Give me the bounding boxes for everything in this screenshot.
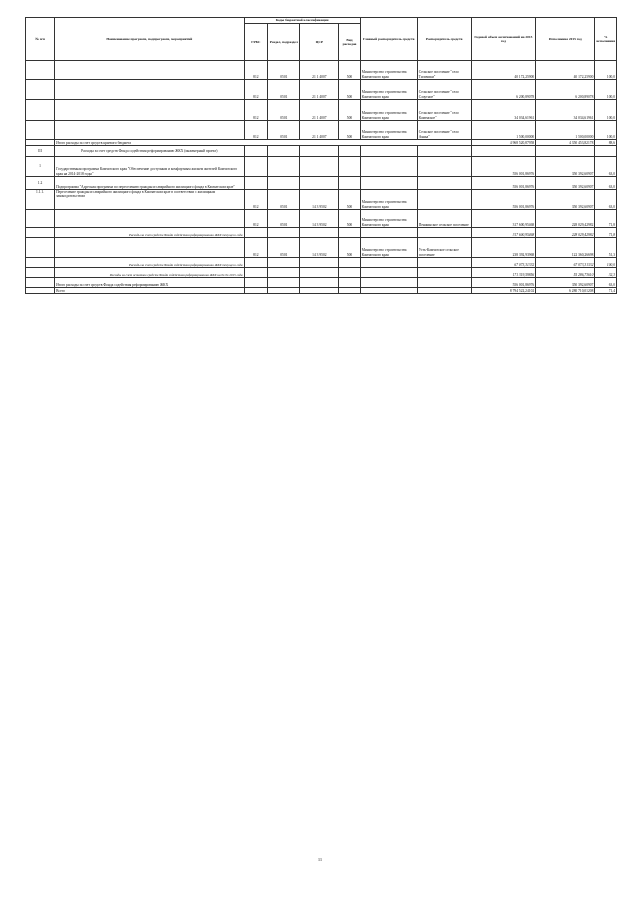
row-vr: 500 xyxy=(339,210,361,228)
budget-execution-table xyxy=(25,17,617,294)
program-label: Государственная программа Камчатского края "Обеспечение доступным и комфортным жильем жителей Камчатского края на 2014-2018 годы" xyxy=(55,157,244,177)
row-csr: 21 1 4007 xyxy=(300,61,339,80)
row-pct: 100,0 xyxy=(595,61,617,80)
row-manager: Сельское поселение "село Каменское" xyxy=(417,100,471,121)
row-main-manager: Министерство строительства Камчатского края xyxy=(360,121,417,140)
table-header xyxy=(26,18,617,61)
row-pct: 51,3 xyxy=(595,238,617,258)
program-pct: 63,0 xyxy=(595,157,617,177)
row-grbs: 812 xyxy=(244,61,268,80)
measure-row xyxy=(26,190,617,210)
note-annual: 67 073,31332 xyxy=(471,258,536,268)
note-pct: 32,3 xyxy=(595,268,617,278)
header-grbs: ГРБС xyxy=(244,24,268,61)
total-fund-pct: 63,0 xyxy=(595,278,617,288)
table-row xyxy=(26,61,617,80)
row-csr: 21 1 4007 xyxy=(300,121,339,140)
row-exec: 34 034,61961 xyxy=(536,100,595,121)
measure-main-manager: Министерство строительства Камчатского края xyxy=(360,190,417,210)
note-pct: 100,0 xyxy=(595,258,617,268)
row-name xyxy=(55,61,244,80)
program-row xyxy=(26,157,617,177)
row-annual: 317 600,95468 xyxy=(471,210,536,228)
page-number: 11 xyxy=(317,857,323,862)
note-row xyxy=(26,258,617,268)
total-regional-annual: 4 968 520,87958 xyxy=(471,140,536,146)
subprogram-pct: 63,0 xyxy=(595,177,617,190)
header-num: № п/п xyxy=(26,18,55,61)
row-pct: 100,0 xyxy=(595,80,617,100)
row-grbs: 812 xyxy=(244,238,268,258)
row-num xyxy=(26,121,55,140)
row-main-manager: Министерство строительства Камчатского края xyxy=(360,210,417,228)
header-vr: Вид расходов xyxy=(339,24,361,61)
note-annual: 317 600,95468 xyxy=(471,228,536,238)
measure-vr: 500 xyxy=(339,190,361,210)
note-exec: 67 073,31332 xyxy=(536,258,595,268)
row-exec: 1 500,00000 xyxy=(536,121,595,140)
total-fund-row xyxy=(26,278,617,288)
measure-grbs: 812 xyxy=(244,190,268,210)
subprogram-annual: 556 001,86976 xyxy=(471,177,536,190)
section-label: Расходы за счет средств Фонда содействия реформированию ЖКХ (инженерный проект) xyxy=(55,146,244,157)
measure-exec: 350 392,60907 xyxy=(536,190,595,210)
row-exec: 122 360,26698 xyxy=(536,238,595,258)
section-row xyxy=(26,146,617,157)
program-num: 1 xyxy=(26,157,55,177)
row-vr: 500 xyxy=(339,80,361,100)
row-pct: 100,0 xyxy=(595,100,617,121)
row-name xyxy=(55,80,244,100)
row-razdel: 0501 xyxy=(268,238,300,258)
row-main-manager: Министерство строительства Камчатского края xyxy=(360,80,417,100)
row-main-manager: Министерство строительства Камчатского края xyxy=(360,238,417,258)
row-annual: 6 200,89078 xyxy=(471,80,536,100)
row-exec: 6 200,89078 xyxy=(536,80,595,100)
row-manager: Сельское поселение "село Аянка" xyxy=(417,121,471,140)
row-manager: Пенжинское сельское поселение xyxy=(417,210,471,228)
row-razdel: 0501 xyxy=(268,80,300,100)
section-num: III xyxy=(26,146,55,157)
grand-total-row xyxy=(26,288,617,294)
row-num xyxy=(26,80,55,100)
total-regional-label: Итого расходы за счет средств краевого бюджета xyxy=(55,140,472,146)
subprogram-row xyxy=(26,177,617,190)
grand-total-exec: 6 280 710,01208 xyxy=(536,288,595,294)
table-row xyxy=(26,80,617,100)
row-annual: 238 392,93968 xyxy=(471,238,536,258)
row-razdel: 0501 xyxy=(268,121,300,140)
header-razdel: Раздел, подраздел xyxy=(268,24,300,61)
grand-total-annual: 8 794 522,24102 xyxy=(471,288,536,294)
note-row xyxy=(26,268,617,278)
subprogram-label: Подпрограмма "Адресная программа по переселению граждан из аварийного жилищного фонда в Камчатском крае" xyxy=(55,177,244,190)
row-csr: 21 1 4007 xyxy=(300,100,339,121)
total-fund-annual: 556 001,86976 xyxy=(471,278,536,288)
table-row xyxy=(26,238,617,258)
row-annual: 34 034,61961 xyxy=(471,100,536,121)
total-fund-exec: 350 392,60907 xyxy=(536,278,595,288)
grand-total-label: Всего xyxy=(55,288,244,294)
row-annual: 1 500,00000 xyxy=(471,121,536,140)
note-label: Расходы за счет средств Фонда содействия реформированию ЖКХ текущего года xyxy=(55,228,244,238)
row-main-manager: Министерство строительства Камчатского края xyxy=(360,61,417,80)
row-annual: 40 172,25900 xyxy=(471,61,536,80)
row-csr: 14 3 9502 xyxy=(300,238,339,258)
row-name xyxy=(55,121,244,140)
row-razdel: 0501 xyxy=(268,100,300,121)
total-regional-exec: 4 350 453,82178 xyxy=(536,140,595,146)
note-label: Расходы за счет средств Фонда содействия реформированию ЖКХ текущего года xyxy=(55,258,244,268)
measure-pct: 63,0 xyxy=(595,190,617,210)
table-row xyxy=(26,210,617,228)
row-pct: 100,0 xyxy=(595,121,617,140)
row-csr: 21 1 4007 xyxy=(300,80,339,100)
measure-csr: 14 3 9502 xyxy=(300,190,339,210)
measure-annual: 556 001,86976 xyxy=(471,190,536,210)
row-manager: Усть-Камчатское сельское поселение xyxy=(417,238,471,258)
row-main-manager: Министерство строительства Камчатского края xyxy=(360,100,417,121)
program-annual: 556 001,86976 xyxy=(471,157,536,177)
row-razdel: 0501 xyxy=(268,61,300,80)
row-manager: Сельское поселение "село Тиличики" xyxy=(417,61,471,80)
row-grbs: 812 xyxy=(244,80,268,100)
row-razdel: 0501 xyxy=(268,210,300,228)
note-label: Расходы за счет остатков средств Фонда содействия реформированию ЖКХ на 01.01.2015 года xyxy=(55,268,244,278)
table-row xyxy=(26,100,617,121)
note-annual: 171 319,59856 xyxy=(471,268,536,278)
row-manager: Сельское поселение "село Слаутное" xyxy=(417,80,471,100)
header-name: Наименование программ, подпрограмм, мероприятий xyxy=(55,18,244,61)
note-row xyxy=(26,228,617,238)
row-vr: 500 xyxy=(339,61,361,80)
subprogram-exec: 350 392,60907 xyxy=(536,177,595,190)
header-main-manager: Главный распорядитель средств xyxy=(360,18,417,61)
row-grbs: 812 xyxy=(244,210,268,228)
row-exec: 228 029,42982 xyxy=(536,210,595,228)
row-grbs: 812 xyxy=(244,100,268,121)
row-num xyxy=(26,61,55,80)
row-csr: 14 3 9502 xyxy=(300,210,339,228)
row-vr: 500 xyxy=(339,238,361,258)
header-annual: Годовой объем ассигнований на 2015 год xyxy=(471,18,536,61)
subprogram-num: 1.2 xyxy=(26,177,55,190)
note-exec: 228 029,42982 xyxy=(536,228,595,238)
header-manager: Распорядитель средств xyxy=(417,18,471,61)
row-name xyxy=(55,100,244,121)
header-codes-group: Коды бюджетной классификации xyxy=(244,18,360,24)
row-exec: 40 172,25900 xyxy=(536,61,595,80)
row-vr: 500 xyxy=(339,100,361,121)
header-csr: ЦСР xyxy=(300,24,339,61)
row-vr: 500 xyxy=(339,121,361,140)
note-exec: 55 286,73610 xyxy=(536,268,595,278)
grand-total-pct: 71,4 xyxy=(595,288,617,294)
table-row xyxy=(26,121,617,140)
measure-label: Переселение граждан из аварийного жилищного фонда в Камчатском крае в соответствии с жилищным законодательством xyxy=(55,190,244,210)
measure-razdel: 0501 xyxy=(268,190,300,210)
measure-num: 1.1.1. xyxy=(26,190,55,210)
header-pct: % исполнения xyxy=(595,18,617,61)
program-exec: 350 392,60907 xyxy=(536,157,595,177)
total-regional-pct: 88,6 xyxy=(595,140,617,146)
row-pct: 71,8 xyxy=(595,210,617,228)
row-num xyxy=(26,100,55,121)
total-fund-label: Итого расходы за счет средств Фонда содействия реформированию ЖКХ xyxy=(55,278,244,288)
note-pct: 71,8 xyxy=(595,228,617,238)
row-grbs: 812 xyxy=(244,121,268,140)
header-exec: Исполнение 2015 год xyxy=(536,18,595,61)
